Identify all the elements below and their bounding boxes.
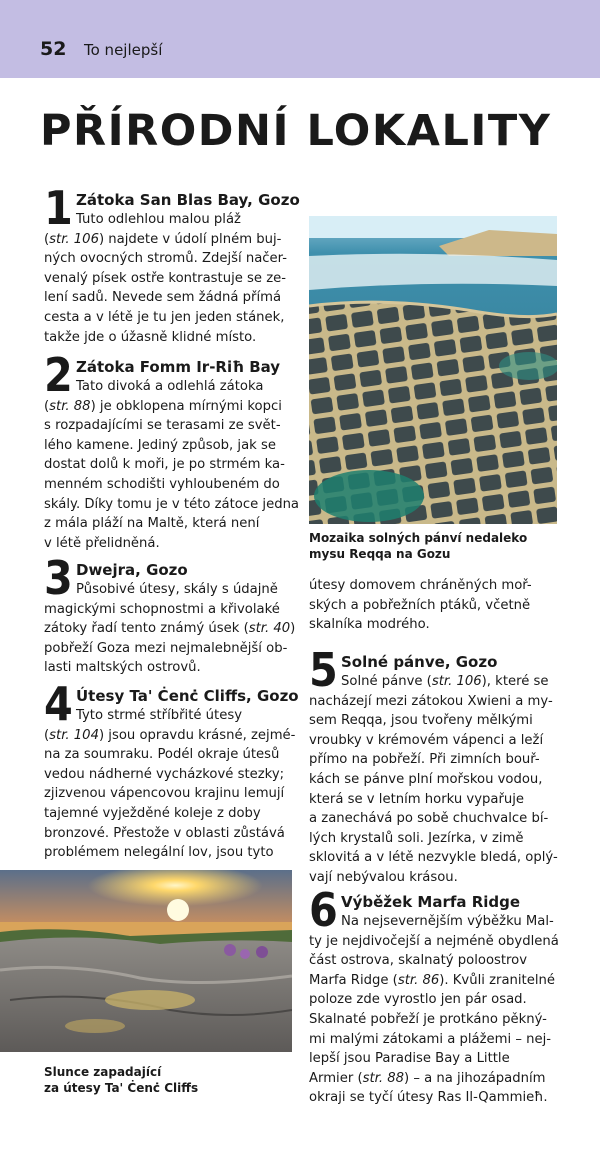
entry-text-line: lení sadů. Nevede sem žádná přímá	[44, 290, 282, 306]
entry-text-line: Tuto odlehlou malou pláž	[76, 212, 241, 227]
entry-text-line: menném schodišti vyhloubeném do	[44, 476, 280, 492]
caption-line: Slunce zapadající	[44, 1065, 162, 1079]
entry-text-line: pobřeží Goza mezi nejmalebnější ob-	[44, 640, 288, 656]
entry-text-line: skalníka modrého.	[309, 617, 430, 633]
entry-text-line: přímo na pobřeží. Při zimních bouř-	[309, 752, 540, 768]
caption-line: za útesy Ta' Ċenċ Cliffs	[44, 1081, 199, 1095]
caption-line: mysu Reqqa na Gozu	[309, 547, 451, 561]
entry-number: 2	[44, 348, 73, 402]
entry-text-line: sklovitá a v létě nezvykle bledá, oplý-	[309, 850, 558, 866]
entry-4	[44, 677, 299, 863]
entry-text-line: dostat dolů k moři, je po strmém ka-	[44, 457, 285, 473]
entry-text-line: (str. 106) najdete v údolí plném buj-	[44, 231, 282, 247]
entry-text-line: bronzové. Přestože v oblasti zůstává	[44, 825, 285, 841]
entry-text-line: lasti maltských ostrovů.	[44, 660, 201, 676]
entry-text-line: na za soumraku. Podél okraje útesů	[44, 747, 280, 763]
sunset-photo-caption	[44, 1064, 198, 1096]
section-title: To nejlepší	[84, 41, 163, 59]
entry-text-line: v létě přelidněná.	[44, 535, 160, 551]
entry-number: 1	[44, 181, 73, 235]
entry-heading: Zátoka Fomm Ir-Riħ Bay	[76, 358, 281, 376]
entry-text-line: která se v letním horku vypařuje	[309, 791, 525, 807]
entry-1	[44, 181, 300, 347]
page-header	[0, 0, 600, 78]
entry-text-line: (str. 88) je obklopena mírnými kopci	[44, 398, 282, 414]
entry-text-line: lých krystalů soli. Jezírka, v zimě	[309, 830, 524, 846]
entry-text-line: nacházejí mezi zátokou Xwieni a my-	[309, 693, 553, 709]
entry-4-continuation	[309, 576, 559, 635]
entry-number: 3	[44, 551, 73, 605]
page-title: PŘÍRODNÍ LOKALITY	[40, 106, 552, 156]
entry-3	[44, 551, 296, 678]
entry-text-line: problémem nelegální lov, jsou tyto	[44, 845, 274, 861]
entry-text-line: s rozpadajícími se terasami ze svět-	[44, 418, 281, 434]
entry-text-line: venalý písek ostře kontrastuje se ze-	[44, 270, 287, 286]
salt-pans-image	[309, 216, 557, 524]
entry-text-line: skály. Díky tomu je v této zátoce jedna	[44, 496, 300, 512]
entry-number: 5	[309, 643, 338, 697]
entry-number: 6	[309, 883, 338, 937]
entry-text-line: lého kamene. Jediný způsob, jak se	[44, 437, 276, 453]
entry-text-line: takže jde o úžasně klidné místo.	[44, 329, 257, 345]
entry-heading: Zátoka San Blas Bay, Gozo	[76, 191, 300, 209]
entry-heading: Solné pánve, Gozo	[341, 653, 498, 671]
entry-text-line: ných ovocných stromů. Zdejší načer-	[44, 251, 287, 267]
entry-text-line: tajemné vyježděné koleje z doby	[44, 805, 261, 821]
entry-text-line: okraji se tyčí útesy Ras Il-Qammieħ.	[309, 1090, 548, 1106]
entry-text-line: poloze zde vyrostlo jen pár osad.	[309, 992, 527, 1008]
caption-line: Mozaika solných pánví nedaleko	[309, 531, 528, 545]
salt-pans-photo	[309, 216, 557, 524]
entry-text-line: sem Reqqa, jsou tvořeny mělkými	[309, 713, 533, 729]
entry-text-line: Skalnaté pobřeží je protkáno pěkný-	[309, 1011, 547, 1027]
entry-text-line: Tyto strmé stříbřité útesy	[76, 708, 242, 723]
entry-text-line: ty je nejdivočejší a nejméně obydlená	[309, 933, 559, 949]
entry-text-line: lepší jsou Paradise Bay a Little	[309, 1051, 510, 1067]
entry-text-line: Marfa Ridge (str. 86). Kvůli zranitelné	[309, 972, 555, 988]
page-number: 52	[40, 38, 67, 60]
entry-text-line: zátoky řadí tento známý úsek (str. 40)	[44, 621, 296, 637]
entry-text-line: z mála pláží na Maltě, která není	[44, 516, 260, 532]
entry-text-line: vají nebývalou krásou.	[309, 869, 458, 885]
entry-text-line: vedou nádherné vycházkové stezky;	[44, 766, 285, 782]
entry-text-line: magickými schopnostmi a křivolaké	[44, 601, 280, 617]
entry-heading: Výběžek Marfa Ridge	[341, 893, 521, 911]
entry-text-line: útesy domovem chráněných moř-	[309, 578, 532, 593]
entry-text-line: kách se pánve plní mořskou vodou,	[309, 771, 543, 787]
entry-text-line: a zanechává po sobě chuchvalce bí-	[309, 811, 549, 827]
entry-text-line: Armier (str. 88) – a na jihozápadním	[309, 1070, 546, 1086]
entry-heading: Útesy Ta' Ċenċ Cliffs, Gozo	[76, 687, 299, 705]
entry-text-line: mi malými zátokami a plážemi – nej-	[309, 1031, 552, 1047]
entry-text-line: Solné pánve (str. 106), které se	[341, 674, 549, 689]
entry-text-line: zjizvenou vápencovou krajinu lemují	[44, 786, 285, 802]
entry-text-line: část ostrova, skalnatý poloostrov	[309, 953, 528, 969]
entry-text-line: vroubky v krémovém vápenci a leží	[309, 732, 544, 748]
entry-2	[44, 348, 300, 553]
salt-pans-caption	[309, 530, 527, 562]
entry-text-line: Působivé útesy, skály s údajně	[76, 582, 278, 597]
entry-5	[309, 643, 559, 888]
sunset-cliffs-photo	[0, 870, 292, 1052]
entry-6	[309, 883, 559, 1108]
entry-text-line: Na nejsevernějším výběžku Mal-	[341, 914, 554, 929]
entry-text-line: ských a pobřežních ptáků, včetně	[309, 597, 531, 613]
entry-number: 4	[44, 677, 73, 731]
entry-heading: Dwejra, Gozo	[76, 561, 188, 579]
sunset-cliffs-image	[0, 870, 292, 1052]
entry-text-line: cesta a v létě je tu jen jeden stánek,	[44, 309, 285, 325]
entry-text-line: Tato divoká a odlehlá zátoka	[76, 379, 264, 394]
entry-text-line: (str. 104) jsou opravdu krásné, zejmé-	[44, 727, 296, 743]
